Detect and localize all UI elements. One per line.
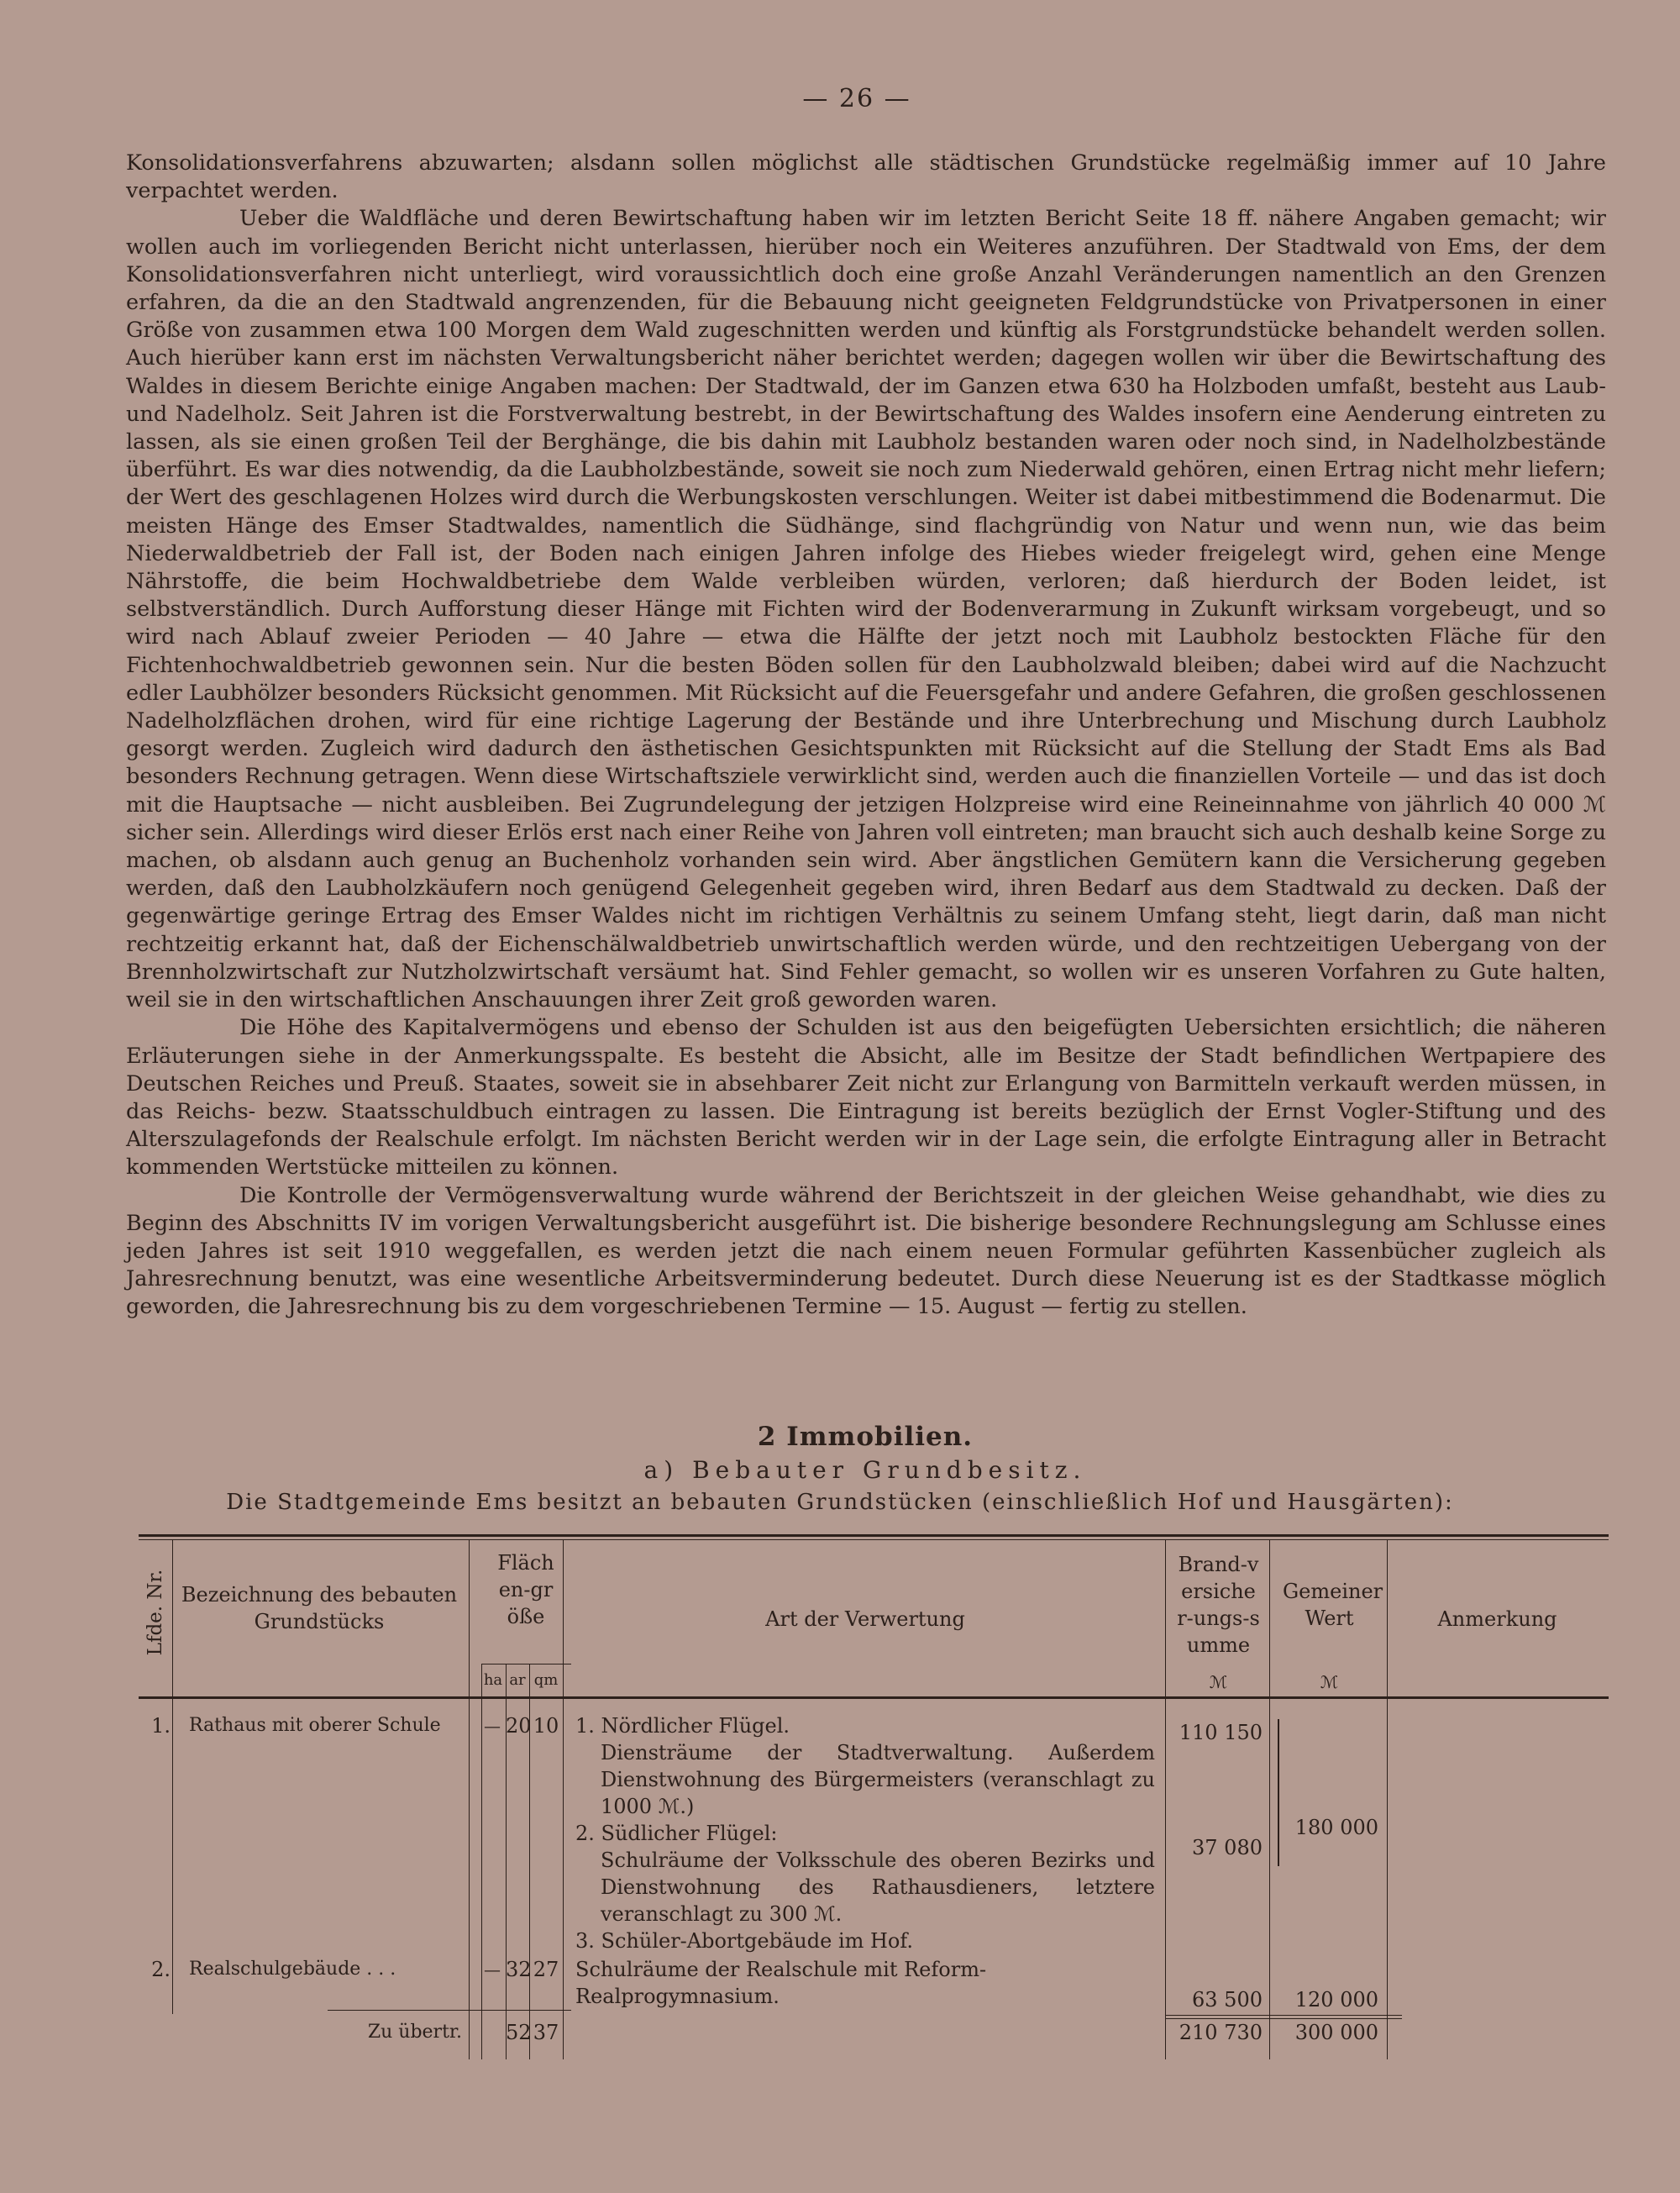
col-rule — [469, 1539, 470, 2059]
subsection-title: a) Bebauter Grundbesitz. — [643, 1456, 1087, 1484]
table-top-rule-thin — [139, 1539, 1609, 1540]
total-insurance: 210 730 — [1179, 2021, 1263, 2044]
row-2-ar: 32 — [506, 1958, 532, 1981]
row-2-nr: 2. — [151, 1958, 171, 1981]
subtotal-rule-left — [328, 2010, 571, 2011]
col-rule — [172, 1539, 173, 2014]
header-designation: Bezeichnung des bebauten Grundstücks — [181, 1583, 458, 1633]
col-rule — [1165, 1539, 1166, 2059]
header-remark: Anmerkung — [1437, 1607, 1557, 1631]
usage-north-wing-text: Diensträume der Stadtverwaltung. Außerdem Dienstwohnung des Bürgermeisters (veranschlagt zu 1000 ℳ.) — [601, 1741, 1155, 1818]
paragraph: Die Höhe des Kapitalvermögens und ebenso der Schulden ist aus den beigefügten Uebersichten ersichtlich; die näheren Erläuterungen siehe in der Anmerkungsspalte. Es besteht die Absicht, alle im Besitze der Stadt befindlichen Wertpapiere des Deutschen Reiches und Preuß. Staates, soweit sie in absehbarer Zeit nicht zur Erlangung von Barmitteln verkauft werden müssen, in das Reichs- bezw. Staatsschuldbuch eintragen zu lassen. Die Eintragung ist bereits bezüglich der Ernst Vogler-Stiftung und des Alterszulagefonds der Realschule erfolgt. Im nächsten Bericht werden wir in der Lage sein, die erfolgte Eintragung aller in Betracht kommenden Wertstücke mitteilen zu können. — [126, 1015, 1606, 1181]
body-text — [126, 150, 1606, 1322]
row-1-ar: 20 — [506, 1714, 532, 1738]
row-1-usage — [575, 1712, 1155, 1954]
row-1-insurance-south: 37 080 — [1192, 1836, 1263, 1859]
header-area-ha: ha — [483, 1671, 503, 1689]
row-1-designation: Rathaus mit oberer Schule — [189, 1715, 441, 1736]
total-ar: 52 — [506, 2021, 532, 2044]
table-top-rule — [139, 1534, 1609, 1537]
header-value-unit: ℳ — [1320, 1672, 1339, 1692]
row-1-nr: 1. — [151, 1714, 171, 1738]
header-usage: Art der Verwertung — [765, 1607, 965, 1631]
subtotal-rule-right — [1165, 2015, 1402, 2016]
header-insurance: Brand-versicher-ungs-summe — [1177, 1553, 1260, 1657]
paragraph: Konsolidationsverfahrens abzuwarten; alsdann sollen möglichst alle städtischen Grundstücke regelmäßig immer auf 10 Jahre verpachtet werden. — [126, 150, 1606, 204]
row-1-value: 180 000 — [1294, 1816, 1378, 1839]
row-1-insurance-north: 110 150 — [1179, 1721, 1263, 1744]
bracket-line — [1278, 1719, 1279, 1866]
paragraph: Ueber die Waldfläche und deren Bewirtschaftung haben wir im letzten Bericht Seite 18 ff. nähere Angaben gemacht; wir wollen auch im vorliegenden Bericht nicht unterlassen, hierüber noch ein Weiteres anzuführen. Der Stadtwald von Ems, der dem Konsolidationsverfahren nicht unterliegt, wird voraussichtlich doch eine große Anzahl Veränderungen namentlich an den Grenzen erfahren, da die an den Stadtwald angrenzenden, für die Bebauung nicht geeigneten Feldgrundstücke von Privatpersonen in einer Größe von zusammen etwa 100 Morgen dem Wald zugeschnitten werden und künftig als Forstgrundstücke behandelt werden sollen. Auch hierüber kann erst im nächsten Verwaltungsbericht näher berichtet werden; dagegen wollen wir über die Bewirtschaftung des Waldes in diesem Berichte einige Angaben machen: Der Stadtwald, der im Ganzen etwa 630 ha Holzboden umfaßt, besteht aus Laub- und Nadelholz. Seit Jahren ist die Forstverwaltung bestrebt, in der Bewirtschaftung des Waldes insofern eine Aenderung eintreten zu lassen, als sie einen großen Teil der Berghänge, die bis dahin mit Laubholz bestanden waren oder noch sind, in Nadelholzbestände überführt. Es war dies notwendig, da die Laubholzbestände, soweit sie noch zum Niederwald gehören, einen Ertrag nicht mehr liefern; der Wert des geschlagenen Holzes wird durch die Werbungskosten verschlungen. Weiter ist dabei mitbestimmend die Bodenarmut. Die meisten Hänge des Emser Stadtwaldes, namentlich die Südhänge, sind flachgründig von Natur und wenn nun, wie das beim Niederwaldbetrieb der Fall ist, der Boden nach einigen Jahren infolge des Hiebes wieder freigelegt wird, gehen eine Menge Nährstoffe, die beim Hochwaldbetriebe dem Walde verbleiben würden, verloren; daß hierdurch der Boden leidet, ist selbstverständlich. Durch Aufforstung dieser Hänge mit Fichten wird der Bodenverarmung in Zukunft wirksam vorgebeugt, und so wird nach Ablauf zweier Perioden — 40 Jahre — etwa die Hälfte der jetzt noch mit Laubholz bestockten Fläche für den Fichtenhochwaldbetrieb gewonnen sein. Nur die besten Böden sollen für den Laubholzwald bleiben; dabei wird auf die Nachzucht edler Laubhölzer besonders Rücksicht genommen. Mit Rücksicht auf die Feuersgefahr und andere Gefahren, die großen geschlossenen Nadelholzflächen drohen, wird für eine richtige Lagerung der Bestände und ihre Unterbrechung und Mischung durch Laubholz gesorgt werden. Zugleich wird dadurch den ästhetischen Gesichtspunkten mit Rücksicht auf die Stellung der Stadt Ems als Bad besonders Rechnung getragen. Wenn diese Wirtschaftsziele verwirklicht sind, werden auch die finanziellen Vorteile — und das ist doch mit die Hauptsache — nicht ausbleiben. Bei Zugrundelegung der jetzigen Holzpreise wird eine Reineinnahme von jährlich 40 000 ℳ sicher sein. Allerdings wird dieser Erlös erst nach einer Reihe von Jahren voll eintreten; man braucht sich auch deshalb keine Sorge zu machen, ob alsdann auch genug an Buchenholz vorhanden sein wird. Aber ängstlichen Gemütern kann die Versicherung gegeben werden, daß den Laubholzkäufern noch genügend Gelegenheit gegeben wird, ihren Bedarf aus dem Stadtwald zu decken. Daß der gegenwärtige geringe Ertrag des Emser Waldes nicht im richtigen Verhältnis zu seinem Umfang steht, liegt darin, daß man nicht rechtzeitig erkannt hat, daß der Eichenschälwaldbetrieb unwirtschaftlich werden würde, und den rechtzeitigen Uebergang von der Brennholzwirtschaft zur Nutzholzwirtschaft versäumt hat. Sind Fehler gemacht, so wollen wir es unseren Vorfahren zu Gute halten, weil sie in den wirtschaftlichen Anschauungen ihrer Zeit groß geworden waren. — [126, 206, 1606, 1013]
header-area-qm: qm — [533, 1671, 559, 1689]
table-header-rule — [139, 1696, 1609, 1699]
total-value: 300 000 — [1294, 2021, 1378, 2044]
header-area-ar: ar — [509, 1671, 526, 1689]
usage-abort-title: 3. Schüler-Abortgebäude im Hof. — [575, 1929, 914, 1953]
row-2-ha: — — [484, 1959, 501, 1980]
total-label: Zu übertr. — [367, 2022, 462, 2043]
header-insurance-unit: ℳ — [1209, 1672, 1228, 1692]
row-2-value: 120 000 — [1294, 1988, 1378, 2012]
row-1-qm: 10 — [533, 1714, 559, 1738]
table-intro: Die Stadtgemeinde Ems besitzt an bebauten Grundstücken (einschließlich Hof und Hausgärten): — [226, 1490, 1454, 1515]
header-area: Flächen-größe — [497, 1551, 554, 1628]
col-rule — [1269, 1539, 1270, 2059]
col-rule — [1387, 1539, 1388, 2059]
usage-north-wing-title: 1. Nördlicher Flügel. — [575, 1714, 790, 1738]
header-value: Gemeiner Wert — [1283, 1580, 1383, 1630]
usage-south-wing-text: Schulräume der Volksschule des oberen Bezirks und Dienstwohnung des Rathausdieners, letztere veranschlagt zu 300 ℳ. — [601, 1849, 1155, 1926]
row-2-designation: Realschulgebäude . . . — [189, 1959, 396, 1980]
row-2-insurance: 63 500 — [1192, 1988, 1263, 2012]
total-qm: 37 — [533, 2021, 559, 2044]
section-title: 2 Immobilien. — [757, 1422, 974, 1452]
property-table — [139, 1534, 1609, 2059]
paragraph: Die Kontrolle der Vermögensverwaltung wurde während der Berichtszeit in der gleichen Weise gehandhabt, wie dies zu Beginn des Abschnitts IV im vorigen Verwaltungsbericht ausgeführt ist. Die bisherige besondere Rechnungslegung am Schlusse eines jeden Jahres ist seit 1910 weggefallen, es werden jetzt die nach einem neuen Formular geführten Kassenbücher zugleich als Jahresrechnung benutzt, was eine wesentliche Arbeitsverminderung bedeutet. Durch diese Neuerung ist es der Stadtkasse möglich geworden, die Jahresrechnung bis zu dem vorgeschriebenen Termine — 15. August — fertig zu stellen. — [126, 1182, 1606, 1320]
row-1-ha: — — [484, 1716, 501, 1736]
usage-south-wing-title: 2. Südlicher Flügel: — [575, 1822, 778, 1845]
page-number: — 26 — — [802, 84, 911, 113]
row-2-qm: 27 — [533, 1958, 559, 1981]
header-nr: Lfde. Nr. — [144, 1569, 166, 1656]
row-2-usage: Schulräume der Realschule mit Reform-Realprogymnasium. — [575, 1958, 987, 2008]
